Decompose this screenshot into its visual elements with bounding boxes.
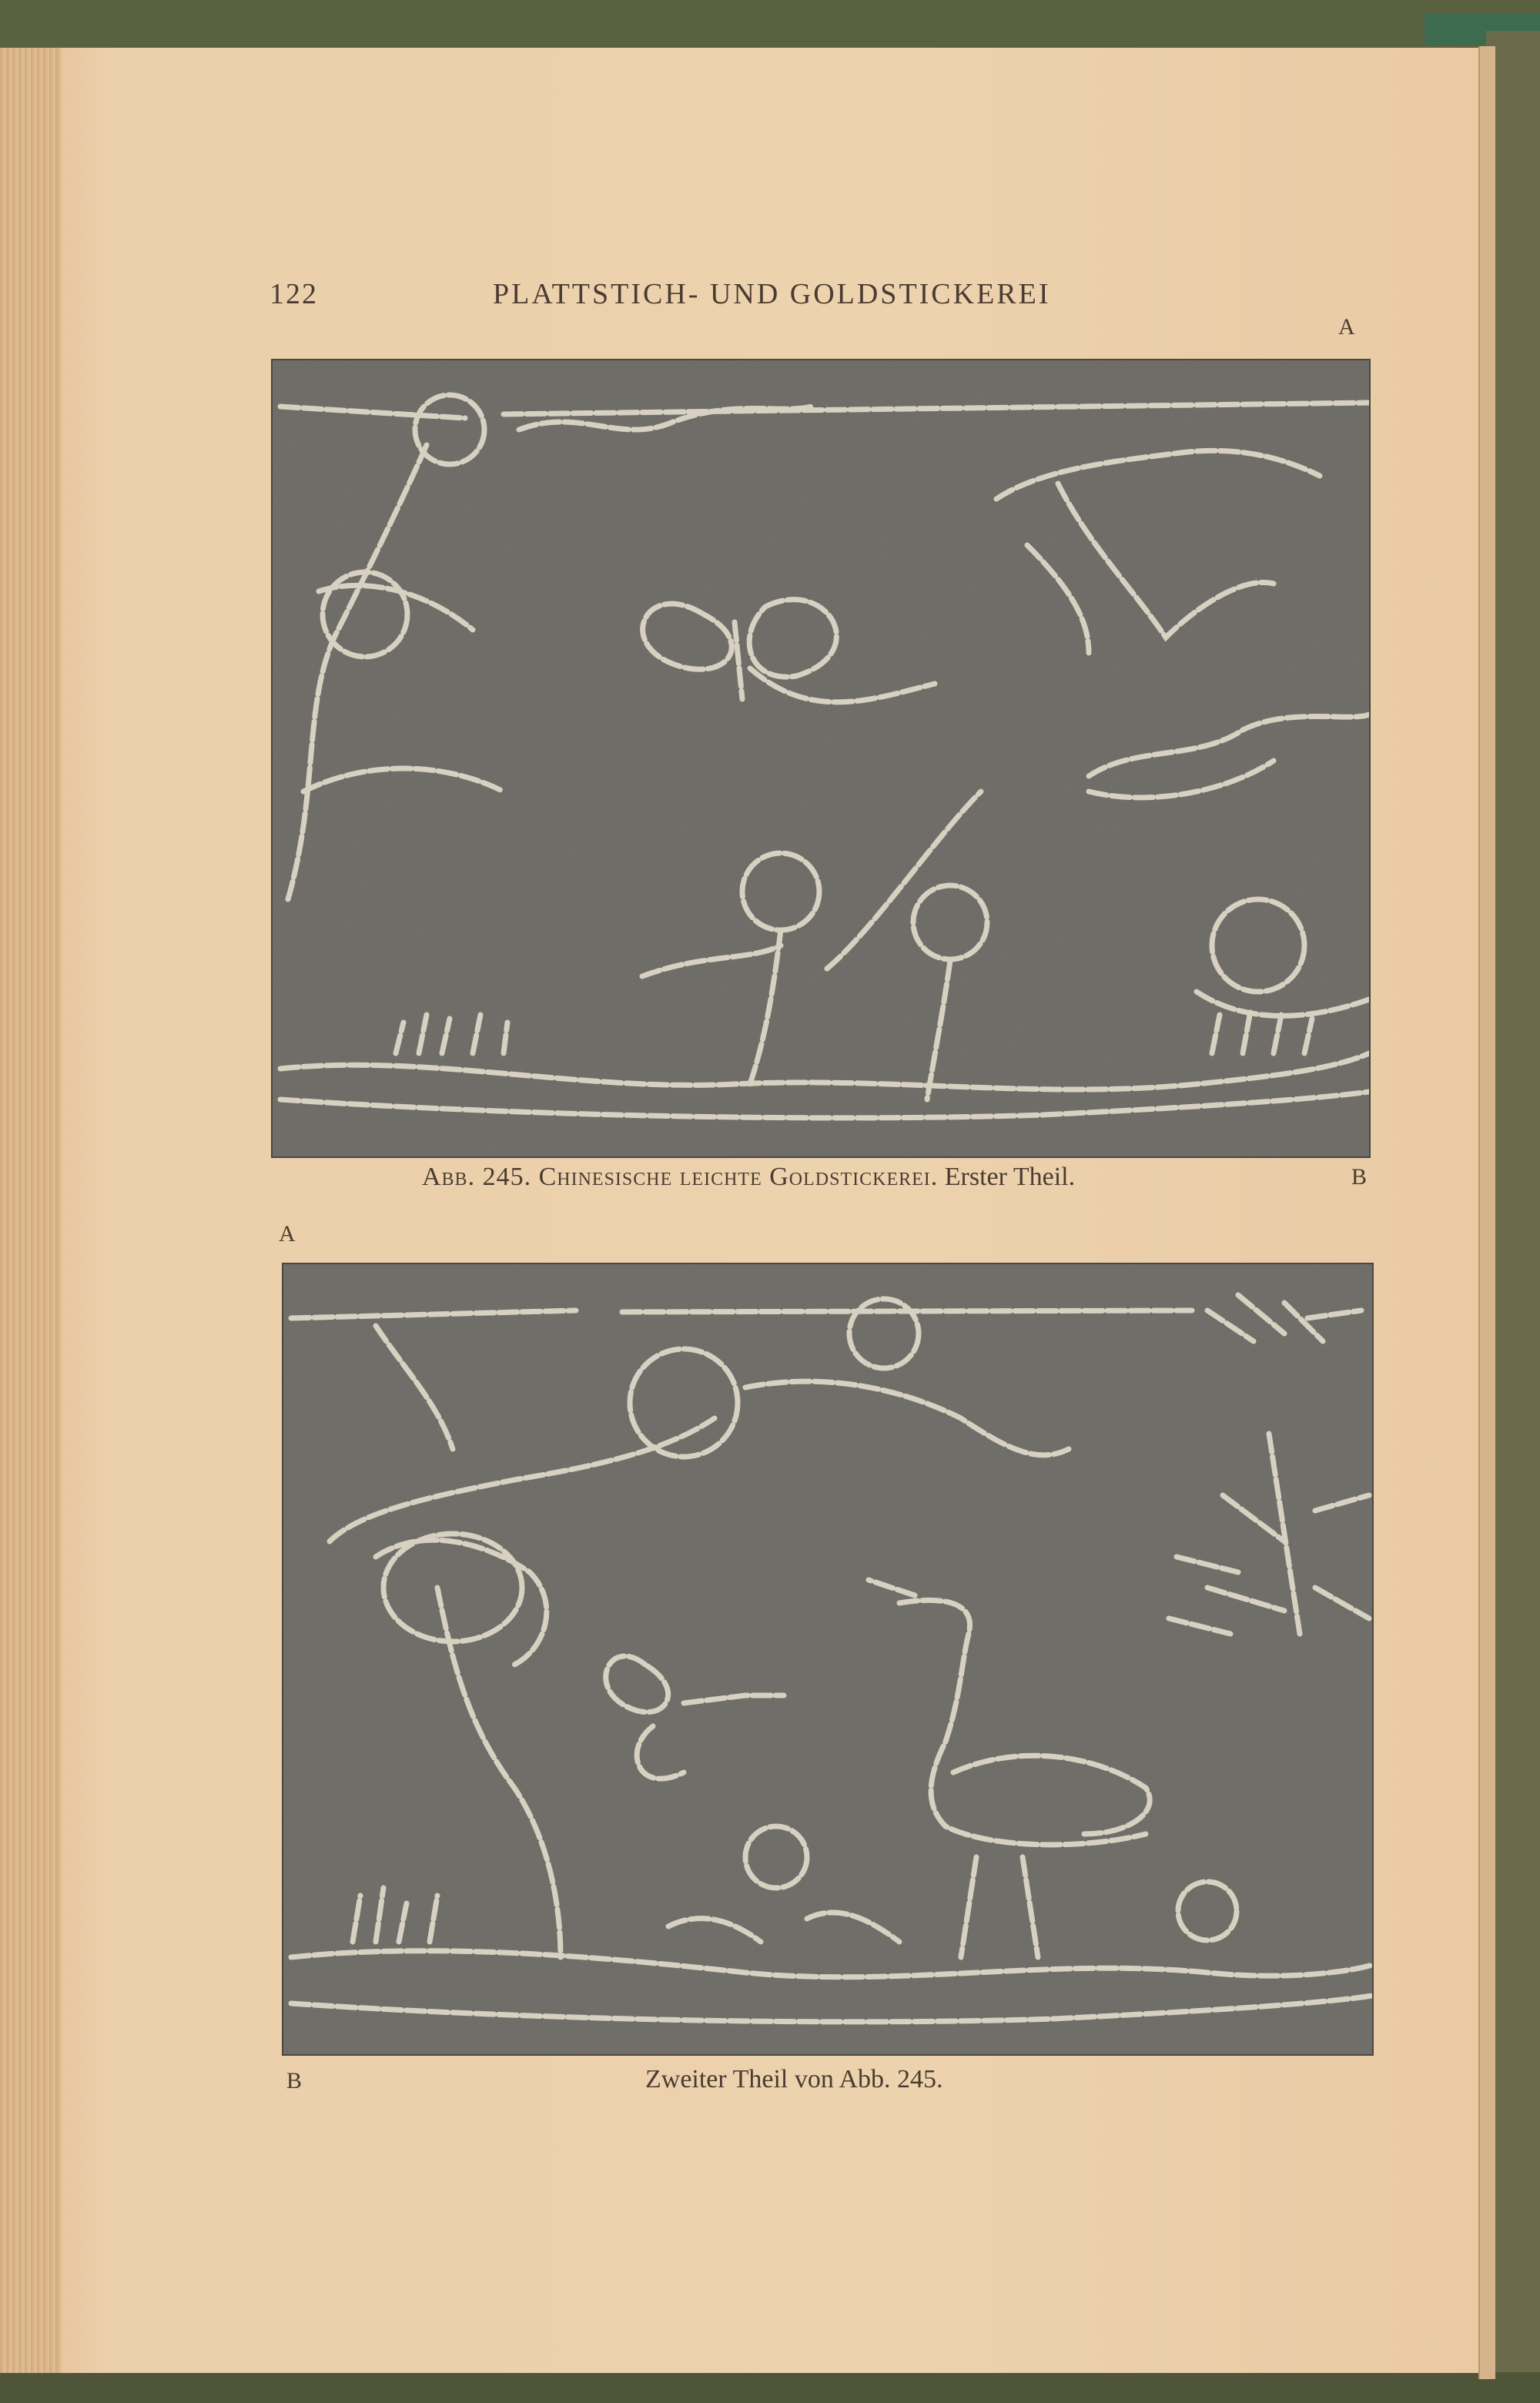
- figure-1-marker-top: A: [1338, 314, 1355, 340]
- figure-1-caption-part: Erster Theil.: [944, 1163, 1076, 1191]
- figure-1-caption: [422, 1163, 1075, 1192]
- book-cover-bottom: [0, 2372, 1540, 2403]
- figure-2-marker-top: A: [279, 1221, 296, 1247]
- page-number: 122: [270, 278, 318, 310]
- facing-page-edge: [1478, 46, 1495, 2379]
- figure-2-marker-bottom: B: [286, 2068, 303, 2093]
- book-cover-top: [0, 0, 1540, 54]
- figure-1-caption-label: Abb. 245. Chinesische leichte Goldstickerei.: [422, 1163, 939, 1191]
- figure-2-plate: [282, 1263, 1374, 2056]
- running-head-title: PLATTSTICH- UND GOLDSTICKEREI: [493, 278, 1051, 310]
- figure-1-marker-bottom: B: [1351, 1164, 1368, 1190]
- figure-1-plate: [271, 359, 1371, 1158]
- page-stack-edge: [0, 48, 62, 2373]
- embroidery-illustration-2: [283, 1264, 1372, 2054]
- embroidery-illustration-1: [273, 360, 1369, 1156]
- figure-2-caption: Zweiter Theil von Abb. 245.: [645, 2065, 943, 2093]
